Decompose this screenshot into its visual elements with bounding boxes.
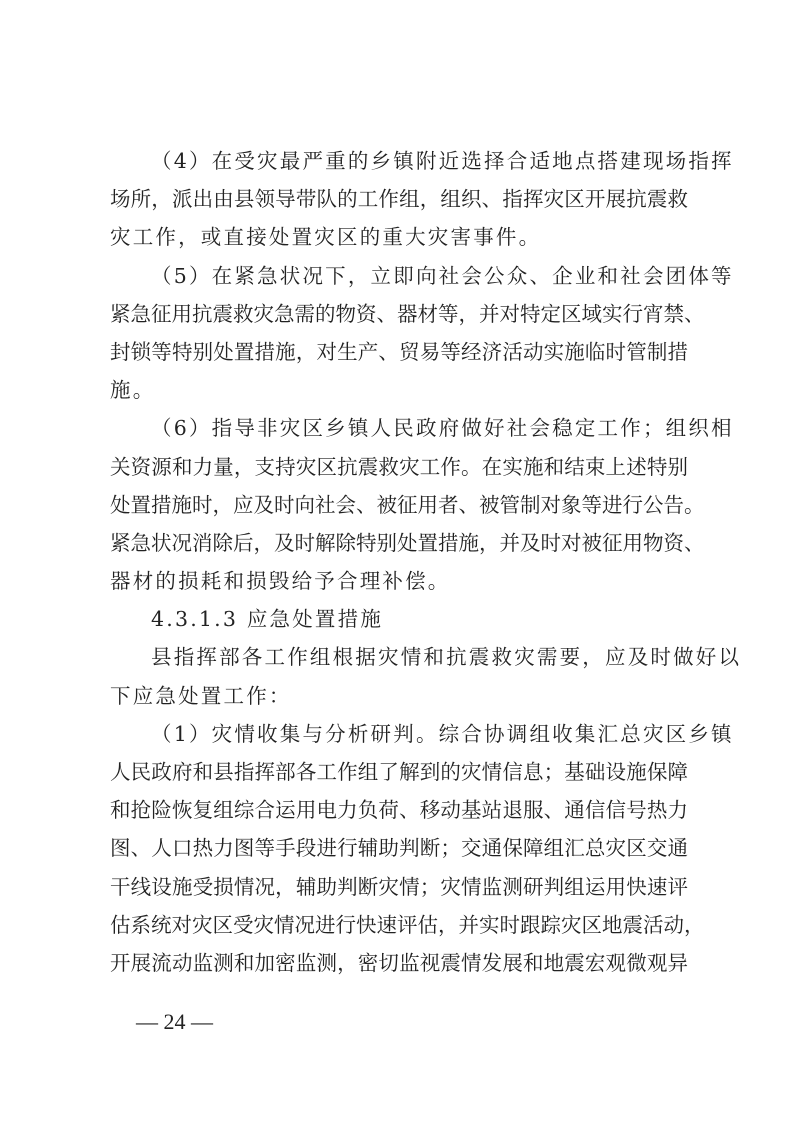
text-line: 和抢险恢复组综合运用电力负荷、移动基站退服、通信信号热力 <box>110 798 688 823</box>
text-line: （5）在紧急状况下，立即向社会公众、企业和社会团体等 <box>151 263 734 288</box>
text-line: 干线设施受损情况，辅助判断灾情；灾情监测研判组运用快速评 <box>110 874 688 899</box>
text-line: 人民政府和县指挥部各工作组了解到的灾情信息；基础设施保障 <box>110 760 688 784</box>
text-line: 场所，派出由县领导带队的工作组，组织、指挥灾区开展抗震救 <box>110 187 688 212</box>
text-line: （6）指导非灾区乡镇人民政府做好社会稳定工作；组织相 <box>151 416 734 441</box>
text-line: 县指挥部各工作组根据灾情和抗震救灾需要，应及时做好以 <box>151 645 742 670</box>
text-line: 估系统对灾区受灾情况进行快速评估，并实时跟踪灾区地震活动， <box>110 912 705 937</box>
text-line: 紧急状况消除后，及时解除特别处置措施，并及时对被征用物资、 <box>110 530 705 555</box>
text-line: 下应急处置工作： <box>110 683 292 708</box>
text-line: 紧急征用抗震救灾急需的物资、器材等，并对特定区域实行宵禁、 <box>110 301 705 326</box>
text-line: （4）在受灾最严重的乡镇附近选择合适地点搭建现场指挥 <box>151 149 734 173</box>
text-line: 处置措施时，应及时向社会、被征用者、被管制对象等进行公告。 <box>110 492 705 517</box>
text-line: （1）灾情收集与分析研判。综合协调组收集汇总灾区乡镇 <box>151 721 734 746</box>
text-line: 图、人口热力图等手段进行辅助判断；交通保障组汇总灾区交通 <box>110 836 688 861</box>
text-line: 器材的损耗和损毁给予合理补偿。 <box>110 569 451 594</box>
text-line: 封锁等特别处置措施，对生产、贸易等经济活动实施临时管制措 <box>110 339 688 364</box>
section-heading: 4.3.1.3 应急处置措施 <box>151 607 384 632</box>
text-line: 施。 <box>110 378 156 403</box>
text-line: 关资源和力量，支持灾区抗震救灾工作。在实施和结束上述特别 <box>110 454 688 479</box>
text-line: 灾工作，或直接处置灾区的重大灾害事件。 <box>110 225 542 250</box>
text-line: 开展流动监测和加密监测，密切监视震情发展和地震宏观微观异 <box>110 950 688 975</box>
body-text <box>110 142 742 982</box>
page-number: — 24 — <box>136 1009 213 1034</box>
